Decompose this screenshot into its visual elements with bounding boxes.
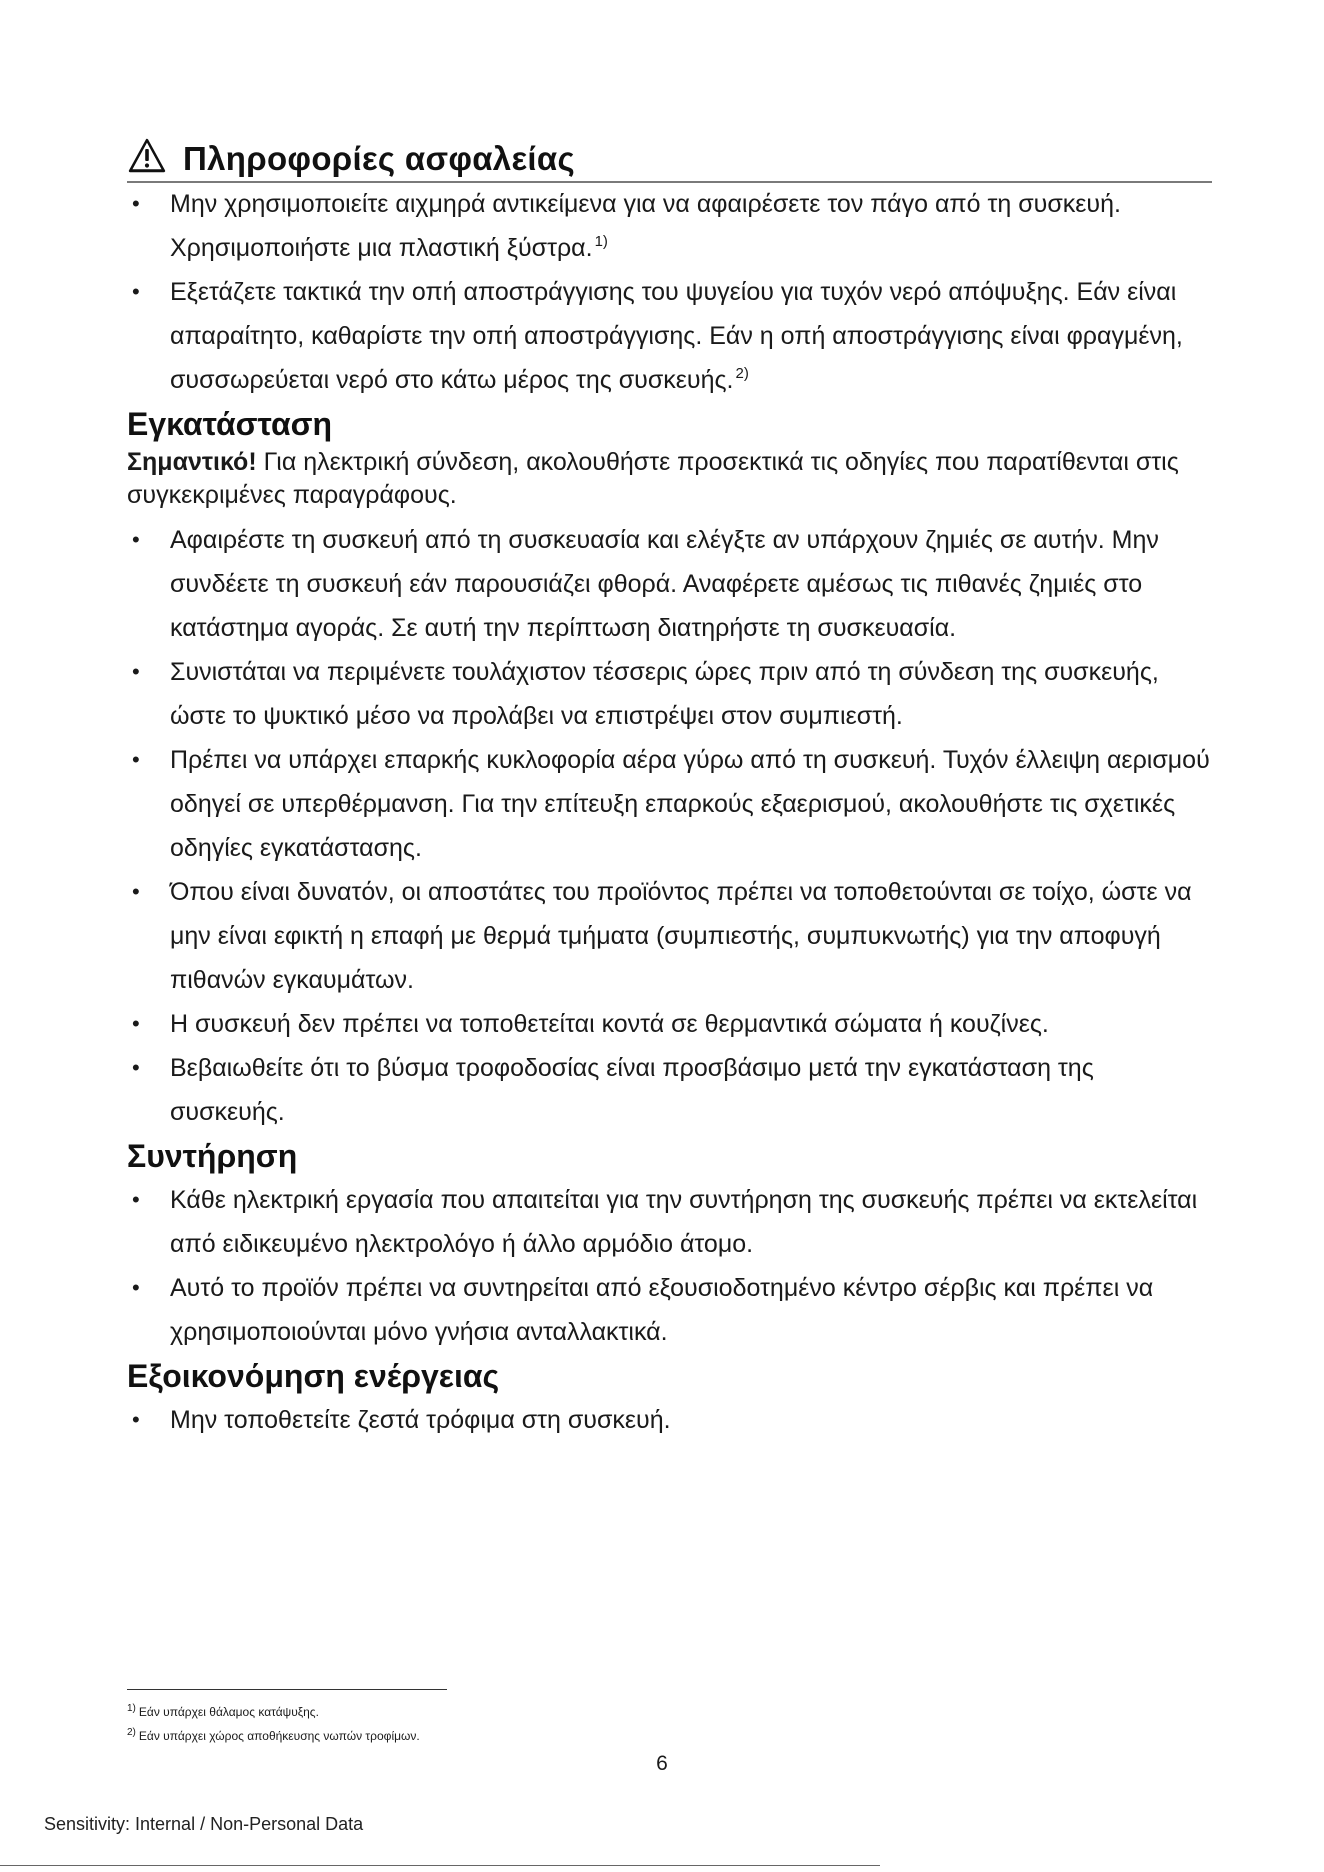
list-item: • Η συσκευή δεν πρέπει να τοποθετείται κοντά σε θερμαντικά σώματα ή κουζίνες.: [127, 1002, 1212, 1046]
footnote: $^{1)}$ Εάν υπάρχει θάλαμος κατάψυξης.: [127, 1703, 319, 1719]
footnote-ref: 1): [594, 233, 608, 250]
important-label: Σημαντικό!: [127, 448, 257, 476]
section-title-energy: Εξοικονόμηση ενέργειας: [127, 1358, 500, 1394]
important-note: Σημαντικό! Για ηλεκτρική σύνδεση, ακολουθήστε προσεκτικά τις οδηγίες που παρατίθενται στις συγκεκριμένες παραγράφους.: [127, 448, 1179, 509]
maintenance-list: [127, 1178, 1212, 1354]
page-number: 6: [656, 1752, 668, 1775]
list-item: • Συνιστάται να περιμένετε τουλάχιστον τέσσερις ώρες πριν από τη σύνδεση της συσκευής, ώστε το ψυκτικό μέσο να προλάβει να επιστρέψει στον συμπιεστή.: [127, 650, 1212, 738]
list-item: • Μην τοποθετείτε ζεστά τρόφιμα στη συσκευή.: [127, 1398, 1212, 1442]
list-item: • Βεβαιωθείτε ότι το βύσμα τροφοδοσίας είναι προσβάσιμο μετά την εγκατάσταση της συσκευής.: [127, 1046, 1212, 1134]
safety-list: [127, 182, 1212, 402]
page-title: Πληροφορίες ασφαλείας: [183, 140, 575, 177]
warning-triangle-icon: [127, 137, 167, 175]
safety-header: [127, 133, 1212, 183]
list-item: • Αυτό το προϊόν πρέπει να συντηρείται από εξουσιοδοτημένο κέντρο σέρβις και πρέπει να χρησιμοποιούνται μόνο γνήσια ανταλλακτικά.: [127, 1266, 1212, 1354]
list-item: • Όπου είναι δυνατόν, οι αποστάτες του προϊόντος πρέπει να τοποθετούνται σε τοίχο, ώστε να μην είναι εφικτή η επαφή με θερμά τμήματα (συμπιεστής, συμπυκνωτής) για την αποφυγή πιθανών εγκαυμάτων.: [127, 870, 1212, 1002]
list-item: • Εξετάζετε τακτικά την οπή αποστράγγισης του ψυγείου για τυχόν νερό απόψυξης. Εάν είναι απαραίτητο, καθαρίστε την οπή αποστράγγισης. Εάν η οπή αποστράγγισης είναι φραγμένη, συσσωρεύεται νερό στο κάτω μέρος της συσκευής. $^{2)}$: [127, 270, 1212, 402]
list-item: • Πρέπει να υπάρχει επαρκής κυκλοφορία αέρα γύρω από τη συσκευή. Τυχόν έλλειψη αερισμού οδηγεί σε υπερθέρμανση. Για την επίτευξη επαρκούς εξαερισμού, ακολουθήστε τις σχετικές οδηγίες εγκατάστασης.: [127, 738, 1212, 870]
list-item: • Κάθε ηλεκτρική εργασία που απαιτείται για την συντήρηση της συσκευής πρέπει να εκτελείται από ειδικευμένο ηλεκτρολόγο ή άλλο αρμόδιο άτομο.: [127, 1178, 1212, 1266]
sensitivity-label: Sensitivity: Internal / Non-Personal Data: [44, 1814, 364, 1834]
footnote-divider: [127, 1689, 447, 1690]
section-title-installation: Εγκατάσταση: [127, 406, 333, 442]
list-item: • Μην χρησιμοποιείτε αιχμηρά αντικείμενα για να αφαιρέσετε τον πάγο από τη συσκευή. Χρησιμοποιήστε μια πλαστική ξύστρα. $^{1)}$: [127, 182, 1212, 270]
section-title-maintenance: Συντήρηση: [127, 1138, 298, 1174]
footnote-ref: 2): [735, 365, 749, 382]
footnote: $^{2)}$ Εάν υπάρχει χώρος αποθήκευσης νωπών τροφίμων.: [127, 1727, 420, 1743]
footnotes: [127, 1700, 927, 1748]
list-item: • Αφαιρέστε τη συσκευή από τη συσκευασία και ελέγξτε αν υπάρχουν ζημιές σε αυτήν. Μην συνδέετε τη συσκευή εάν παρουσιάζει φθορά. Αναφέρετε αμέσως τις πιθανές ζημιές στο κατάστημα αγοράς. Σε αυτή την περίπτωση διατηρήστε τη συσκευασία.: [127, 518, 1212, 650]
energy-list: [127, 1398, 1212, 1442]
bottom-divider: [0, 1865, 880, 1866]
main-content: [127, 182, 1212, 1442]
installation-list: [127, 518, 1212, 1134]
